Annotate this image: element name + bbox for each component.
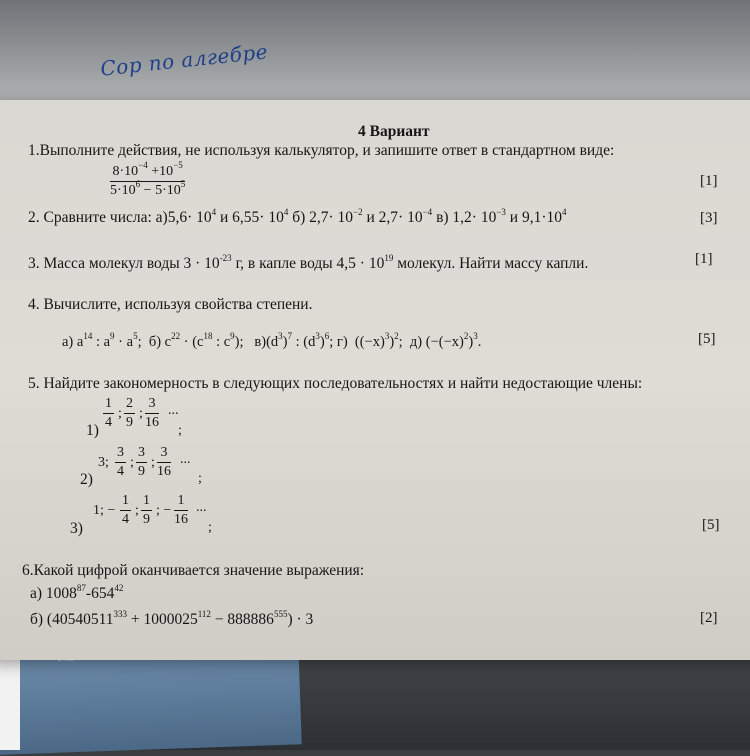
q3-c: молекул. Найти массу капли. xyxy=(393,255,589,272)
question-4-score: [5] xyxy=(698,331,716,347)
q5-sep: ; xyxy=(198,471,202,486)
q2-b: б) 2,7· 10 xyxy=(288,209,354,226)
question-4-text: 4. Вычислите, используя свойства степени. xyxy=(28,296,313,313)
q6-b-end: ) · 3 xyxy=(287,611,314,628)
variant-heading: 4 Вариант xyxy=(358,123,430,140)
q5-row1-frac2: $\frac{2}{9}$ xyxy=(126,396,133,430)
question-3-score: [1] xyxy=(695,251,713,267)
q6-a-mid: -654 xyxy=(85,585,115,602)
q2-b-exp: −2 xyxy=(353,207,363,217)
q5-row2-frac2: $\frac{3}{9}$ xyxy=(138,445,145,479)
q2-a-mid: и 6,55· 10 xyxy=(216,209,284,226)
q5-ellipsis: ... xyxy=(168,403,179,418)
q2-c-exp2: 4 xyxy=(562,207,567,217)
q1-denominator: 5·10 xyxy=(110,183,136,198)
q5-row3-frac3: $\frac{1}{16}$ xyxy=(174,493,188,527)
question-1-fraction xyxy=(110,160,186,198)
q5-row2-label: 2) xyxy=(80,471,93,488)
q5-row3-frac1: $\frac{1}{4}$ xyxy=(122,493,129,527)
question-2-text xyxy=(28,207,567,226)
q6-b-mid2: − 888886 xyxy=(210,611,274,628)
q2-a-exp: 4 xyxy=(211,207,217,217)
q6-a: а) 1008 xyxy=(30,585,77,602)
barcode xyxy=(0,655,20,750)
q5-row3-frac2: $\frac{1}{9}$ xyxy=(143,493,150,527)
q5-sep: ; − xyxy=(156,503,172,518)
question-5-score: [5] xyxy=(702,517,720,533)
q5-sep: ; xyxy=(151,455,155,470)
q2-a-exp2: 4 xyxy=(283,207,289,217)
q5-sep: ; xyxy=(208,520,212,535)
q3-a: 3. Масса молекул воды 3 · 10 xyxy=(28,255,220,272)
question-6-score: [2] xyxy=(700,610,718,626)
q5-sep: ; xyxy=(135,503,139,518)
question-4-expressions: а) $a^{14}$ : $a^9 \cdot a^5$; б) $c^{22} \cdot (c^{18}$ : $c^9$); $в)(d^3)^7$ : $(d^3)^6$; г) $((-x)^3)^2$; д) $(-(-x)^2)^3$. xyxy=(62,331,482,350)
q3-b-exp: 19 xyxy=(384,253,394,263)
q6-part-a xyxy=(30,583,124,602)
question-6-text: 6.Какой цифрой оканчивается значение выражения: xyxy=(22,562,365,579)
q6-b-exp2: 112 xyxy=(197,609,211,619)
q6-b-exp: 333 xyxy=(113,609,128,619)
q2-prefix: 2. Сравните числа: а)5,6· 10 xyxy=(28,209,212,226)
q6-b: б) (40540511 xyxy=(30,611,114,628)
question-2-score: [3] xyxy=(700,210,718,226)
q5-row2-frac3: $\frac{3}{16}$ xyxy=(157,445,171,479)
q5-row3-label: 3) xyxy=(70,520,83,537)
question-5-text: 5. Найдите закономерность в следующих последовательностях и найти недостающие члены: xyxy=(28,375,643,392)
q2-c: в) 1,2· 10 xyxy=(432,209,497,226)
q5-sep: ; xyxy=(130,455,134,470)
handwritten-note: Сор по алгебре xyxy=(99,39,270,81)
q1-numerator-add: +10 xyxy=(147,164,174,179)
q1-denominator-exp: 6 xyxy=(135,179,141,189)
q5-sep: ; xyxy=(178,423,182,438)
q5-row1-frac3: $\frac{3}{16}$ xyxy=(145,396,159,430)
q1-denominator-sub: − 5·10 xyxy=(140,183,181,198)
q2-c-mid: и 9,1·10 xyxy=(505,209,563,226)
q5-row3-first: 1; − xyxy=(93,503,116,518)
q2-c-exp: −3 xyxy=(496,207,506,217)
q5-row1-frac1: $\frac{1}{4}$ xyxy=(105,396,112,430)
q1-denominator-sub-exp: 5 xyxy=(180,179,186,189)
q6-b-mid: + 1000025 xyxy=(127,611,198,628)
q5-sep: ; xyxy=(139,406,143,421)
q6-a-exp2: 42 xyxy=(114,583,124,593)
q1-numerator-add-exp: −5 xyxy=(173,160,183,170)
question-1-text: 1.Выполните действия, не используя калькулятор, и запишите ответ в стандартном виде: xyxy=(28,142,615,159)
q1-numerator: 8·10 xyxy=(112,164,139,179)
q5-row2-frac1: $\frac{3}{4}$ xyxy=(117,445,124,479)
q3-a-exp: -23 xyxy=(219,253,232,263)
q6-a-exp: 87 xyxy=(76,583,86,593)
question-1-score: [1] xyxy=(700,173,718,189)
q6-part-b xyxy=(30,609,314,628)
question-3-text xyxy=(28,253,589,272)
q2-b-mid: и 2,7· 10 xyxy=(362,209,423,226)
q5-ellipsis: ... xyxy=(180,452,191,467)
q5-row2-first: 3; xyxy=(98,455,109,470)
q5-row1-label: 1) xyxy=(86,422,99,439)
q1-numerator-exp: −4 xyxy=(138,160,148,170)
q6-b-exp3: 555 xyxy=(273,609,288,619)
q2-b-exp2: −4 xyxy=(422,207,433,217)
q5-sep: ; xyxy=(118,406,122,421)
q3-b: г, в капле воды 4,5 · 10 xyxy=(231,255,385,272)
q5-ellipsis: ... xyxy=(196,500,207,515)
